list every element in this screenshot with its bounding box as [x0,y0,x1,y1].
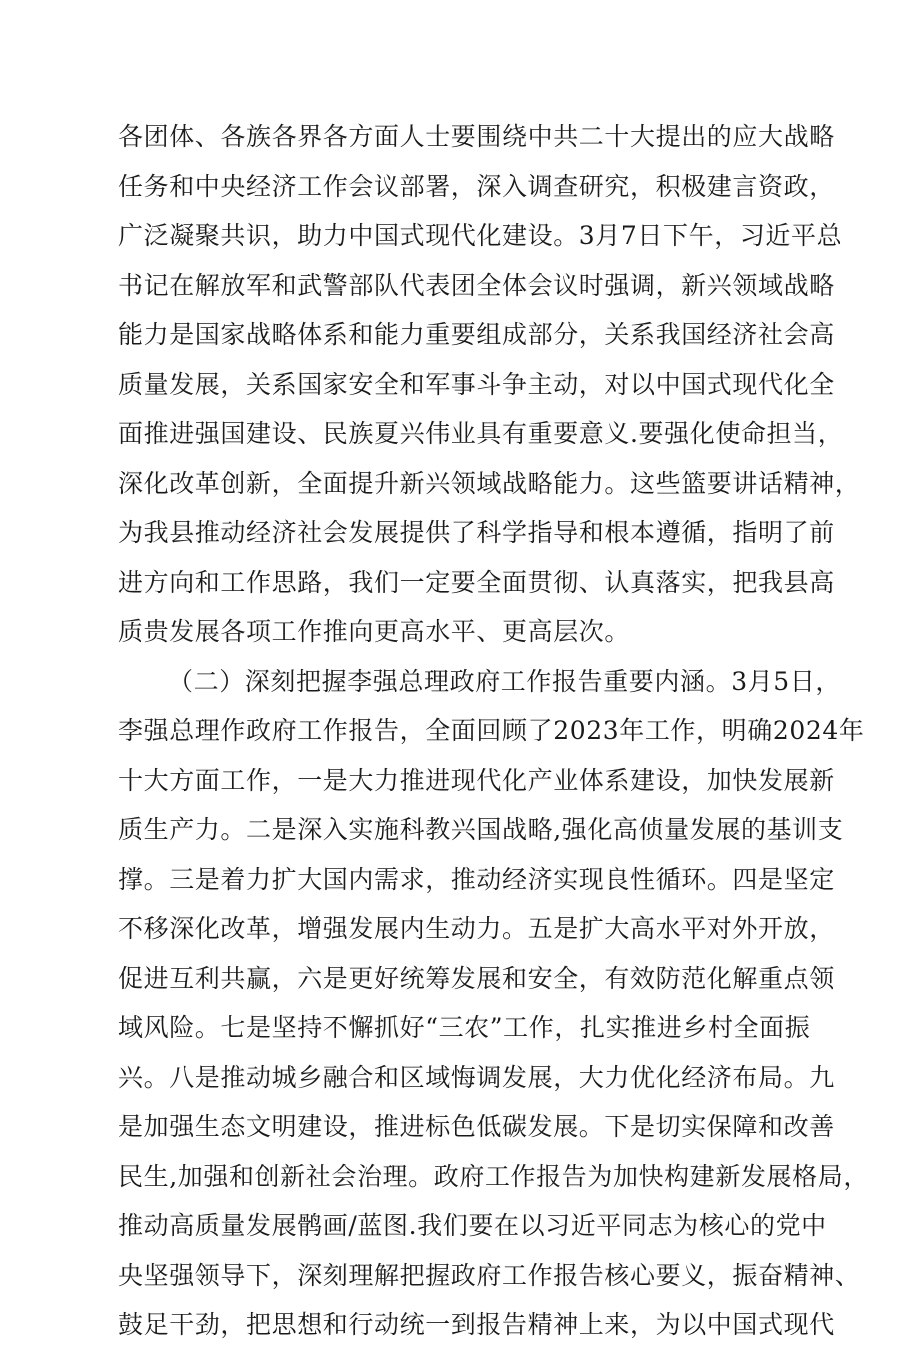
text-line: 李强总理作政府工作报告，全面回顾了2023年工作，明确2024年 [118,716,865,745]
text-line: 兴。八是推动城乡融合和区域悔调发展，大力优化经济布局。九 [118,1062,835,1092]
text-line: 十大方面工作，一是大力推进现代化产业体系建设，加快发展新 [118,765,835,795]
text-line: 任务和中央经济工作会议部署，深入调查研究，积极建言资政， [118,171,835,201]
text-line: 是加强生态文明建设，推进标色低碳发展。下是切实保障和改善 [118,1112,835,1141]
text-line: 央坚强领导下，深刻理解把握政府工作报告核心要义，振奋精神、 [118,1260,861,1290]
text-line: 域风险。七是坚持不懈抓好“三农”工作，扎实推进乡村全面振 [118,1013,811,1042]
body-text [118,112,869,1350]
text-line: 能力是国家战略体系和能力重要组成部分，关系我国经济社会高 [118,320,835,349]
text-line: 推动高质量发展鹘画/蓝图.我们要在以习近平同志为核心的党中 [118,1211,827,1240]
text-line: 质量发展，关系国家安全和军事斗争主动，对以中国式现代化全 [118,369,835,399]
text-line: 广泛凝聚共识，助力中国式现代化建设。3月7日下午，习近平总 [118,221,843,250]
text-line: 各团体、各族各界各方面人士要围绕中共二十大提出的应大战略 [118,122,835,151]
text-line: 促进互利共赢，六是更好统筹发展和安全，有效防范化解重点领 [118,963,835,993]
text-line: 鼓足干劲，把思想和行动统一到报告精神上来，为以中国式现代 [118,1310,835,1339]
text-line: 质贵发展各项工作推向更高水平、更高层次。 [118,617,631,646]
text-line: 民生,加强和创新社会治理。政府工作报告为加快构建新发展格局， [118,1161,869,1191]
text-line: 不移深化改革，增强发展内生动力。五是扩大高水平对外开放， [118,914,835,943]
text-line: 进方向和工作思路，我们一定要全面贯彻、认真落实，把我县高 [118,567,835,597]
text-line: 质生产力。二是深入实施科教兴国战略,强化高侦量发展的基训支 [118,815,844,844]
section-heading-line: （二）深刻把握李强总理政府工作报告重要内涵。3月5日， [168,666,842,696]
text-line: 深化改革创新，全面提升新兴领域战略能力。这些篮要讲话精神， [118,468,861,498]
text-line: 书记在解放军和武警部队代表团全体会议时强调，新兴领域战略 [118,270,835,300]
text-line: 为我县推动经济社会发展提供了科学指导和根本遵循，指明了前 [118,518,835,547]
text-line: 面推进强国建设、民族夏兴伟业具有重要意义.要强化使命担当， [118,419,844,448]
text-line: 撑。三是着力扩大国内需求，推动经济实现良性循环。四是坚定 [118,864,835,894]
